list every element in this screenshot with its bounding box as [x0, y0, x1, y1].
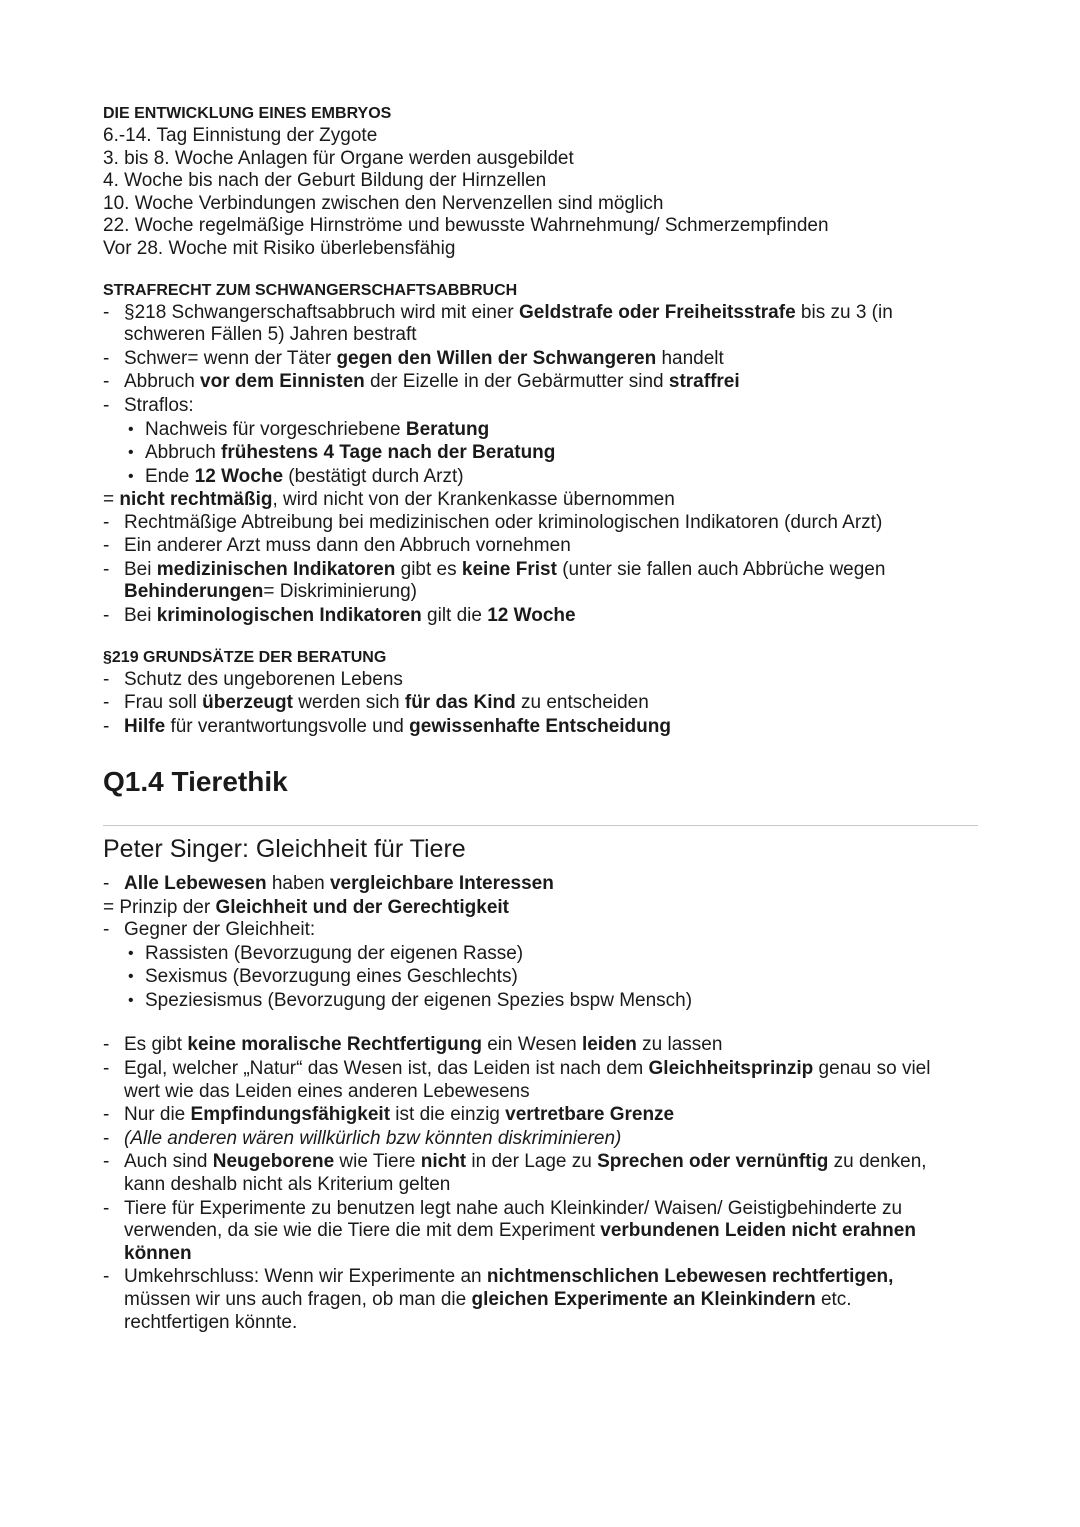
- section-heading: STRAFRECHT ZUM SCHWANGERSCHAFTSABBRUCH: [103, 281, 518, 299]
- list-item: - Bei medizinischen Indikatoren gibt es keine Frist (unter sie fallen auch Abbrüche wegen Behinderungen= Diskriminierung): [103, 558, 886, 603]
- dash-bullet: -: [103, 1197, 110, 1219]
- divider: [103, 825, 978, 826]
- sub-list-item: • Ende 12 Woche (bestätigt durch Arzt): [128, 465, 464, 487]
- dot-bullet: •: [128, 444, 134, 462]
- list-item: - Ein anderer Arzt muss dann den Abbruch vornehmen: [103, 535, 571, 557]
- list-item: - §218 Schwangerschaftsabbruch wird mit einer Geldstrafe oder Freiheitsstrafe bis zu 3 (in schweren Fällen 5) Jahren bestraft: [103, 301, 893, 346]
- list-item: - Schwer= wenn der Täter gegen den Willen der Schwangeren handelt: [103, 347, 724, 369]
- section-embryo: [103, 103, 978, 261]
- dot-bullet: •: [128, 991, 134, 1009]
- sub-list-item: • Nachweis für vorgeschriebene Beratung: [128, 418, 490, 440]
- dash-bullet: -: [103, 394, 110, 416]
- dash-bullet: -: [103, 919, 110, 941]
- dash-bullet: -: [103, 1127, 110, 1149]
- dash-bullet: -: [103, 1034, 110, 1056]
- text-line: 3. bis 8. Woche Anlagen für Organe werden ausgebildet: [103, 147, 574, 169]
- list-item: - Straflos:: [103, 394, 194, 416]
- section-heading: DIE ENTWICKLUNG EINES EMBRYOS: [103, 105, 392, 122]
- sub-list-item: • Rassisten (Bevorzugung der eigenen Rasse): [128, 942, 524, 964]
- list-item: - Auch sind Neugeborene wie Tiere nicht in der Lage zu Sprechen oder vernünftig zu denken, kann deshalb nicht als Kriterium gelten: [103, 1151, 927, 1196]
- list-item: - Frau soll überzeugt werden sich für das Kind zu entscheiden: [103, 692, 649, 714]
- section-beratung: [103, 647, 978, 739]
- sub-list-item: • Sexismus (Bevorzugung eines Geschlechts): [128, 966, 518, 988]
- dash-bullet: -: [103, 1151, 110, 1173]
- dot-bullet: •: [128, 944, 134, 962]
- sub-list-item: • Abbruch frühestens 4 Tage nach der Beratung: [128, 442, 556, 464]
- dash-bullet: -: [103, 301, 110, 323]
- list-item: - Abbruch vor dem Einnisten der Eizelle in der Gebärmutter sind straffrei: [103, 371, 740, 393]
- list-item: - Alle Lebewesen haben vergleichbare Interessen: [103, 873, 554, 895]
- list-item: - Tiere für Experimente zu benutzen legt nahe auch Kleinkinder/ Waisen/ Geistigbehinderte zu verwenden, da sie wie die Tiere die mit dem Experiment verbundenen Leiden nicht erahnen können: [103, 1197, 916, 1264]
- dash-bullet: -: [103, 692, 110, 714]
- text-line: 10. Woche Verbindungen zwischen den Nervenzellen sind möglich: [103, 192, 664, 214]
- dot-bullet: •: [128, 420, 134, 438]
- dash-bullet: -: [103, 558, 110, 580]
- section-heading: §219 GRUNDSÄTZE DER BERATUNG: [103, 648, 387, 666]
- text-line: 22. Woche regelmäßige Hirnströme und bewusste Wahrnehmung/ Schmerzempfinden: [103, 215, 829, 237]
- dash-bullet: -: [103, 873, 110, 895]
- text-line: 6.-14. Tag Einnistung der Zygote: [103, 125, 378, 146]
- dash-bullet: -: [103, 1058, 110, 1080]
- dash-bullet: -: [103, 371, 110, 393]
- dot-bullet: •: [128, 467, 134, 485]
- text-line: Vor 28. Woche mit Risiko überlebensfähig: [103, 237, 456, 259]
- list-item: - Hilfe für verantwortungsvolle und gewissenhafte Entscheidung: [103, 715, 671, 737]
- equation-line: = nicht rechtmäßig, wird nicht von der Krankenkasse übernommen: [103, 489, 675, 511]
- dash-bullet: -: [103, 668, 110, 690]
- list-item: - Umkehrschluss: Wenn wir Experimente an nichtmenschlichen Lebewesen rechtfertigen, müssen wir uns auch fragen, ob man die gleichen Experimente an Kleinkindern etc. rechtfertigen könnte.: [103, 1266, 894, 1333]
- chapter-title: Q1.4 Tierethik: [103, 766, 288, 798]
- text-line: 4. Woche bis nach der Geburt Bildung der Hirnzellen: [103, 170, 547, 192]
- section-singer: [103, 873, 978, 1334]
- list-item: - Egal, welcher „Natur“ das Wesen ist, das Leiden ist nach dem Gleichheitsprinzip genau so viel wert wie das Leiden eines anderen Lebewesens: [103, 1058, 931, 1102]
- dash-bullet: -: [103, 1104, 110, 1126]
- dash-bullet: -: [103, 604, 110, 626]
- dash-bullet: -: [103, 347, 110, 369]
- equation-line: = Prinzip der Gleichheit und der Gerechtigkeit: [103, 896, 509, 918]
- dash-bullet: -: [103, 535, 110, 557]
- subsection-title: Peter Singer: Gleichheit für Tiere: [103, 835, 466, 864]
- list-item: - Rechtmäßige Abtreibung bei medizinischen oder kriminologischen Indikatoren (durch Arzt): [103, 511, 883, 533]
- list-item: - Nur die Empfindungsfähigkeit ist die einzig vertretbare Grenze: [103, 1104, 675, 1126]
- list-item: - Bei kriminologischen Indikatoren gilt die 12 Woche: [103, 604, 576, 626]
- document-page: [103, 103, 978, 1334]
- list-item: - Schutz des ungeborenen Lebens: [103, 668, 403, 690]
- list-item: - (Alle anderen wären willkürlich bzw könnten diskriminieren): [103, 1127, 622, 1149]
- dot-bullet: •: [128, 968, 134, 986]
- dash-bullet: -: [103, 715, 110, 737]
- dash-bullet: -: [103, 1266, 110, 1288]
- list-item: - Gegner der Gleichheit:: [103, 919, 316, 941]
- section-strafrecht: [103, 280, 978, 628]
- list-item: - Es gibt keine moralische Rechtfertigung ein Wesen leiden zu lassen: [103, 1034, 723, 1056]
- dash-bullet: -: [103, 511, 110, 533]
- sub-list-item: • Speziesismus (Bevorzugung der eigenen Spezies bspw Mensch): [128, 989, 693, 1011]
